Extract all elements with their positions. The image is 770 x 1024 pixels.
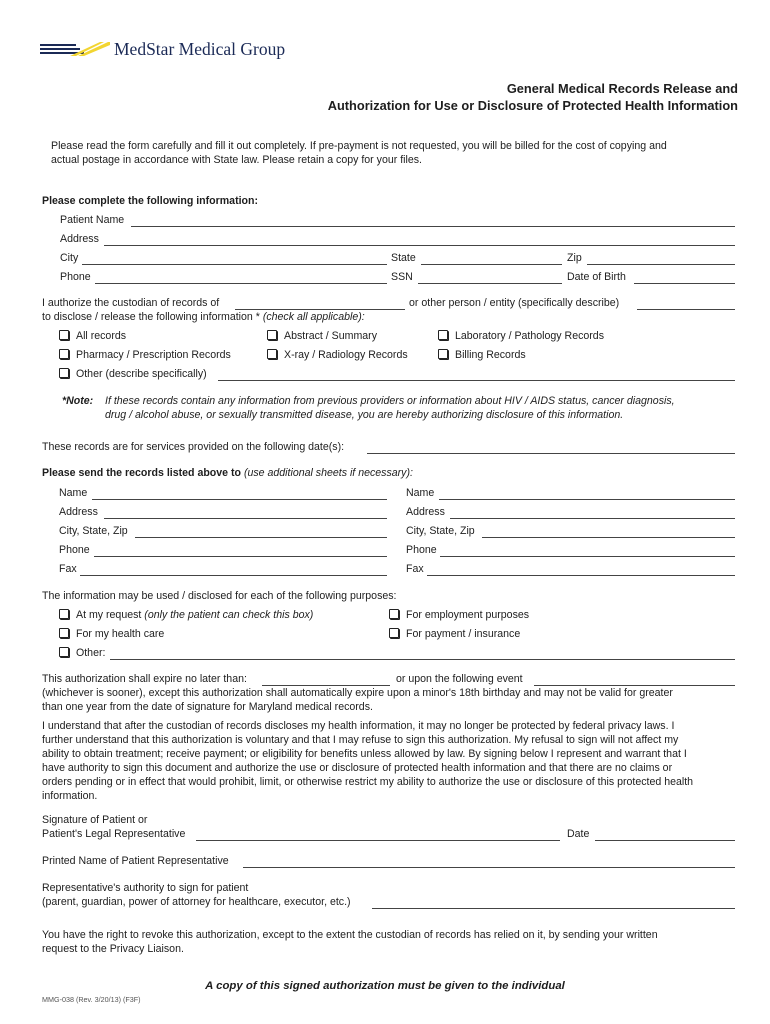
expire-prefix: This authorization shall expire no later than:: [42, 673, 247, 685]
send-phone-label-2: Phone: [406, 544, 437, 556]
understand-line2: further understand that this authorization is voluntary and that I may refuse to sign this authorization. My refusal to sign will not affect my: [42, 734, 679, 746]
checkbox-icon[interactable]: [267, 330, 277, 340]
purpose-other-field[interactable]: [110, 659, 735, 660]
checkbox-health-care[interactable]: [59, 628, 164, 640]
service-dates-label: These records are for services provided on the following date(s):: [42, 441, 345, 453]
disclose-text: to disclose / release the following information *: [42, 311, 263, 323]
checkbox-employment[interactable]: [389, 609, 529, 621]
purposes-heading: The information may be used / disclosed for each of the following purposes:: [42, 590, 397, 602]
printed-name-label: Printed Name of Patient Representative: [42, 855, 229, 867]
checkbox-icon[interactable]: [59, 647, 69, 657]
zip-field[interactable]: [587, 264, 735, 265]
signature-label-1: Signature of Patient or: [42, 814, 148, 826]
send-city-field-2[interactable]: [482, 537, 735, 538]
my-request-label: At my request: [76, 609, 145, 621]
send-address-label-2: Address: [406, 506, 445, 518]
send-name-field-1[interactable]: [92, 499, 387, 500]
billing-label: Billing Records: [455, 349, 526, 361]
authority-field[interactable]: [372, 908, 735, 909]
send-name-field-2[interactable]: [439, 499, 735, 500]
checkbox-icon[interactable]: [438, 349, 448, 359]
printed-name-field[interactable]: [243, 867, 735, 868]
all-records-label: All records: [76, 330, 127, 342]
note-label: *Note:: [62, 395, 94, 407]
service-dates-field[interactable]: [367, 453, 735, 454]
date-label: Date: [567, 828, 590, 840]
disclose-note: (check all applicable):: [262, 311, 365, 323]
abstract-label: Abstract / Summary: [284, 330, 378, 342]
checkbox-icon[interactable]: [59, 330, 69, 340]
understand-line1: I understand that after the custodian of records discloses my health information, it may no longer be protected by federal privacy laws. I: [42, 720, 675, 732]
checkbox-lab[interactable]: [438, 330, 604, 342]
checkbox-other-records[interactable]: [59, 368, 207, 380]
patient-name-label: Patient Name: [60, 214, 125, 226]
understand-line6: information.: [42, 790, 98, 802]
checkbox-abstract[interactable]: [267, 330, 377, 342]
send-name-label-2: Name: [406, 487, 435, 499]
pharmacy-label: Pharmacy / Prescription Records: [76, 349, 231, 361]
zip-label: Zip: [567, 252, 582, 264]
city-label: City: [60, 252, 79, 264]
address-field[interactable]: [104, 245, 735, 246]
authority-label-2: (parent, guardian, power of attorney for healthcare, executor, etc.): [42, 896, 351, 908]
checkbox-all-records[interactable]: [59, 330, 126, 342]
checkbox-xray[interactable]: [267, 349, 408, 361]
date-field[interactable]: [595, 840, 735, 841]
send-heading-note: (use additional sheets if necessary):: [243, 467, 413, 479]
intro-line1: Please read the form carefully and fill it out completely. If pre-payment is not requested, you will be billed for the cost of copying and: [51, 140, 667, 152]
expire-line3: than one year from the date of signature for Maryland medical records.: [42, 701, 373, 713]
expire-line2: (whichever is sooner), except this authorization shall automatically expire upon a minor's 18th birthday and may not be valid for greater: [42, 687, 673, 699]
my-request-note: (only the patient can check this box): [144, 609, 314, 621]
send-phone-field-2[interactable]: [440, 556, 735, 557]
purpose-other-label: Other:: [76, 647, 106, 659]
send-address-field-2[interactable]: [450, 518, 735, 519]
xray-label: X-ray / Radiology Records: [284, 349, 408, 361]
checkbox-pharmacy[interactable]: [59, 349, 231, 361]
checkbox-icon[interactable]: [389, 628, 399, 638]
other-records-field[interactable]: [218, 380, 735, 381]
signature-label-2: Patient's Legal Representative: [42, 828, 186, 840]
send-fax-field-2[interactable]: [427, 575, 735, 576]
send-heading: Please send the records listed above to: [42, 467, 244, 479]
ssn-field[interactable]: [418, 283, 562, 284]
disclose-line: [42, 311, 365, 323]
form-title-line1: General Medical Records Release and: [506, 81, 738, 96]
send-fax-label-2: Fax: [406, 563, 424, 575]
intro-line2: actual postage in accordance with State law. Please retain a copy for your files.: [51, 154, 422, 166]
checkbox-icon[interactable]: [59, 349, 69, 359]
phone-field[interactable]: [95, 283, 387, 284]
city-field[interactable]: [82, 264, 387, 265]
signature-field[interactable]: [196, 840, 560, 841]
authority-label-1: Representative's authority to sign for patient: [42, 882, 249, 894]
send-phone-field-1[interactable]: [94, 556, 387, 557]
revoke-line2: request to the Privacy Liaison.: [42, 943, 184, 955]
checkbox-billing[interactable]: [438, 349, 526, 361]
ssn-label: SSN: [391, 271, 413, 283]
medstar-logo-icon: [40, 41, 110, 59]
send-phone-label: Phone: [59, 544, 90, 556]
expire-event-field[interactable]: [534, 685, 735, 686]
employment-label: For employment purposes: [406, 609, 530, 621]
footer-note: A copy of this signed authorization must be given to the individual: [205, 980, 565, 992]
send-fax-field-1[interactable]: [80, 575, 387, 576]
checkbox-icon[interactable]: [59, 609, 69, 619]
send-city-label: City, State, Zip: [59, 525, 128, 537]
send-city-label-2: City, State, Zip: [406, 525, 475, 537]
payment-label: For payment / insurance: [406, 628, 521, 640]
checkbox-icon[interactable]: [438, 330, 448, 340]
understand-line4: have authority to sign this document and authorize the use or disclosure of protected health information and that there are no claims or: [42, 762, 673, 774]
send-address-label: Address: [59, 506, 98, 518]
checkbox-payment[interactable]: [389, 628, 520, 640]
revoke-line1: You have the right to revoke this authorization, except to the extent the custodian of records has relied on it, by sending your written: [42, 929, 658, 941]
patient-info-heading: Please complete the following information:: [42, 195, 259, 207]
health-care-label: For my health care: [76, 628, 165, 640]
authorize-prefix: I authorize the custodian of records of: [42, 297, 220, 309]
checkbox-icon[interactable]: [59, 368, 69, 378]
state-field[interactable]: [421, 264, 562, 265]
lab-label: Laboratory / Pathology Records: [455, 330, 604, 342]
dob-field[interactable]: [634, 283, 735, 284]
checkbox-icon[interactable]: [267, 349, 277, 359]
org-name: MedStar Medical Group: [114, 39, 286, 59]
expire-date-field[interactable]: [262, 685, 390, 686]
send-heading-line: [42, 467, 413, 479]
checkbox-purpose-other[interactable]: [59, 647, 105, 659]
custodian-field[interactable]: [235, 309, 405, 310]
note-line2: drug / alcohol abuse, or sexually transmitted disease, you are hereby authorizing disclosure of this information.: [105, 409, 624, 421]
checkbox-icon[interactable]: [389, 609, 399, 619]
expire-event-label: or upon the following event: [396, 673, 523, 685]
dob-label: Date of Birth: [567, 271, 626, 283]
note-line1: If these records contain any information from previous providers or information about HIV / AIDS status, cancer diagnosis,: [105, 395, 675, 407]
checkbox-icon[interactable]: [59, 628, 69, 638]
form-title-line2: Authorization for Use or Disclosure of Protected Health Information: [327, 98, 738, 113]
state-label: State: [391, 252, 416, 264]
patient-name-field[interactable]: [131, 226, 735, 227]
send-city-field-1[interactable]: [135, 537, 387, 538]
checkbox-my-request[interactable]: [59, 609, 313, 621]
send-name-label: Name: [59, 487, 88, 499]
understand-line3: ability to obtain treatment; receive payment; or eligibility for benefits unless allowed by law. By signing below I represent and warrant that I: [42, 748, 687, 760]
send-fax-label: Fax: [59, 563, 77, 575]
address-label: Address: [60, 233, 99, 245]
phone-label: Phone: [60, 271, 91, 283]
other-entity-field[interactable]: [637, 309, 735, 310]
understand-line5: orders pending or in effect that would prohibit, limit, or otherwise restrict my ability to authorize the use or disclosure of this protected health: [42, 776, 694, 788]
authorize-other: or other person / entity (specifically describe): [409, 297, 620, 309]
form-id: MMG-038 (Rev. 3/20/13) (F3F): [42, 995, 141, 1004]
other-records-label: Other (describe specifically): [76, 368, 207, 380]
send-address-field-1[interactable]: [104, 518, 387, 519]
